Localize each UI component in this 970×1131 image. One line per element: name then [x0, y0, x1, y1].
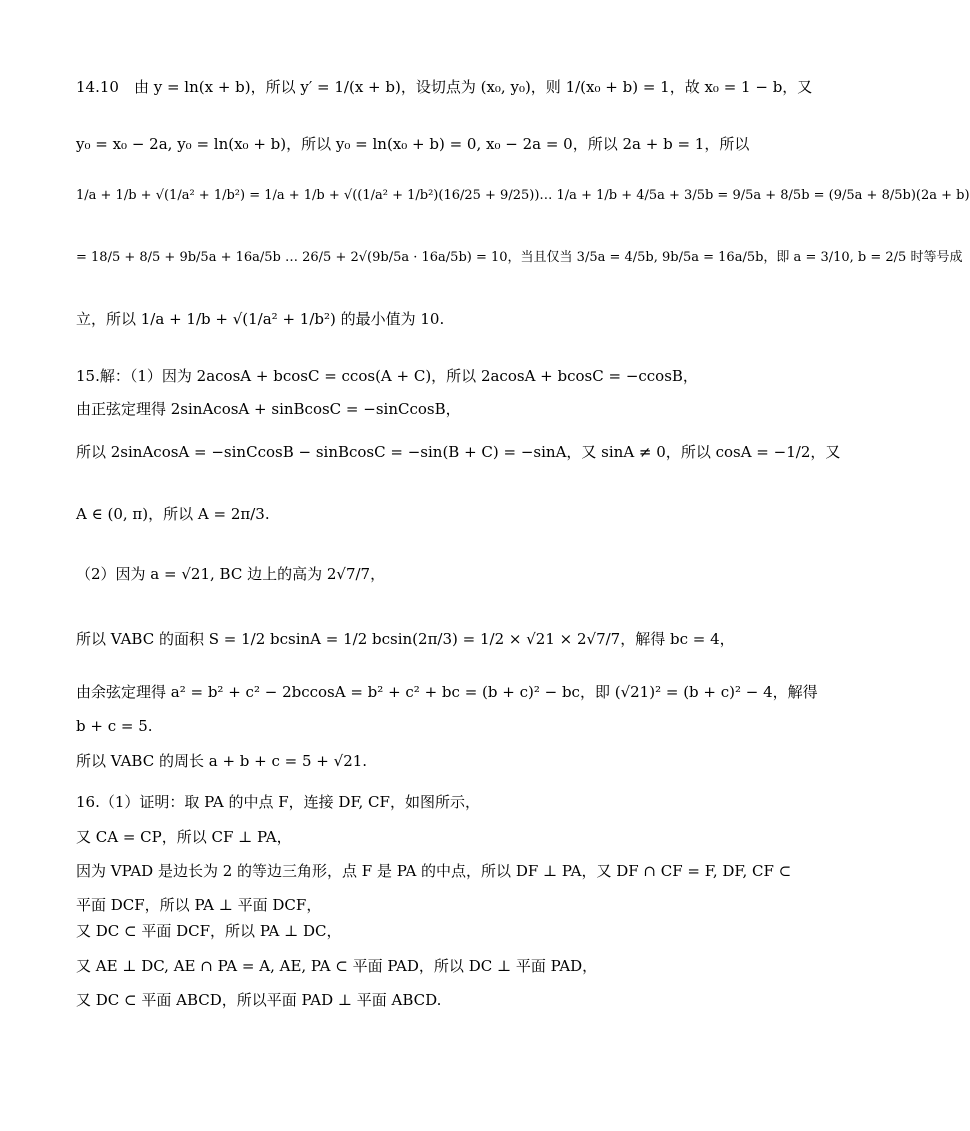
- problem-14-line-5: 立，所以 1/a + 1/b + √(1/a² + 1/b²) 的最小值为 10.: [76, 310, 445, 328]
- problem-16-line-6: 又 AE ⊥ DC, AE ∩ PA = A, AE, PA ⊂ 平面 PAD，所以 DC ⊥ 平面 PAD，: [76, 957, 598, 975]
- problem-15-line-1: 15.解：（1）因为 2acosA + bcosC = ccos(A + C)，所以 2acosA + bcosC = −ccosB，: [76, 367, 698, 385]
- problem-16-line-4: 平面 DCF，所以 PA ⊥ 平面 DCF，: [76, 896, 322, 914]
- problem-15-line-8: b + c = 5.: [76, 717, 153, 735]
- problem-14-line-1: 14.10 由 y = ln(x + b)，所以 y′ = 1/(x + b)，设切点为 (x₀, y₀)，则 1/(x₀ + b) = 1，故 x₀ = 1 − b，又: [76, 78, 813, 96]
- problem-15-line-5: （2）因为 a = √21, BC 边上的高为 2√7/7，: [76, 565, 386, 583]
- problem-16-line-1: 16.（1）证明：取 PA 的中点 F，连接 DF, CF，如图所示，: [76, 793, 480, 811]
- problem-15-line-2: 由正弦定理得 2sinAcosA + sinBcosC = −sinCcosB，: [76, 400, 461, 418]
- problem-15-line-6: 所以 VABC 的面积 S = 1/2 bcsinA = 1/2 bcsin(2π/3) = 1/2 × √21 × 2√7/7，解得 bc = 4，: [76, 630, 735, 648]
- problem-15-line-4: A ∈ (0, π)，所以 A = 2π/3.: [76, 505, 270, 523]
- problem-15-line-3: 所以 2sinAcosA = −sinCcosB − sinBcosC = −sin(B + C) = −sinA，又 sinA ≠ 0，所以 cosA = −1/2，又: [76, 443, 841, 461]
- problem-16-line-7: 又 DC ⊂ 平面 ABCD，所以平面 PAD ⊥ 平面 ABCD.: [76, 991, 442, 1009]
- problem-16-line-5: 又 DC ⊂ 平面 DCF，所以 PA ⊥ DC，: [76, 922, 342, 940]
- problem-15-line-9: 所以 VABC 的周长 a + b + c = 5 + √21.: [76, 752, 368, 770]
- problem-14-line-3: 1/a + 1/b + √(1/a² + 1/b²) = 1/a + 1/b + √((1/a² + 1/b²)(16/25 + 9/25))… 1/a + 1/b + 4/5a + 3/5b = 9/5a + 8/5b = (9/5a + 8/5b)(2a + b): [76, 188, 970, 203]
- problem-14-line-2: y₀ = x₀ − 2a, y₀ = ln(x₀ + b)，所以 y₀ = ln(x₀ + b) = 0, x₀ − 2a = 0，所以 2a + b = 1，所以: [76, 135, 750, 153]
- problem-16-line-2: 又 CA = CP，所以 CF ⊥ PA，: [76, 828, 292, 846]
- problem-14-line-4: = 18/5 + 8/5 + 9b/5a + 16a/5b … 26/5 + 2√(9b/5a · 16a/5b) = 10，当且仅当 3/5a = 4/5b, 9b/5a = 16a/5b，即 a = 3/10, b = 2/5 时等号成: [76, 250, 963, 265]
- problem-15-line-7: 由余弦定理得 a² = b² + c² − 2bccosA = b² + c² + bc = (b + c)² − bc，即 (√21)² = (b + c)² − 4，解得: [76, 683, 818, 701]
- problem-16-line-3: 因为 VPAD 是边长为 2 的等边三角形，点 F 是 PA 的中点，所以 DF ⊥ PA，又 DF ∩ CF = F, DF, CF ⊂: [76, 862, 792, 880]
